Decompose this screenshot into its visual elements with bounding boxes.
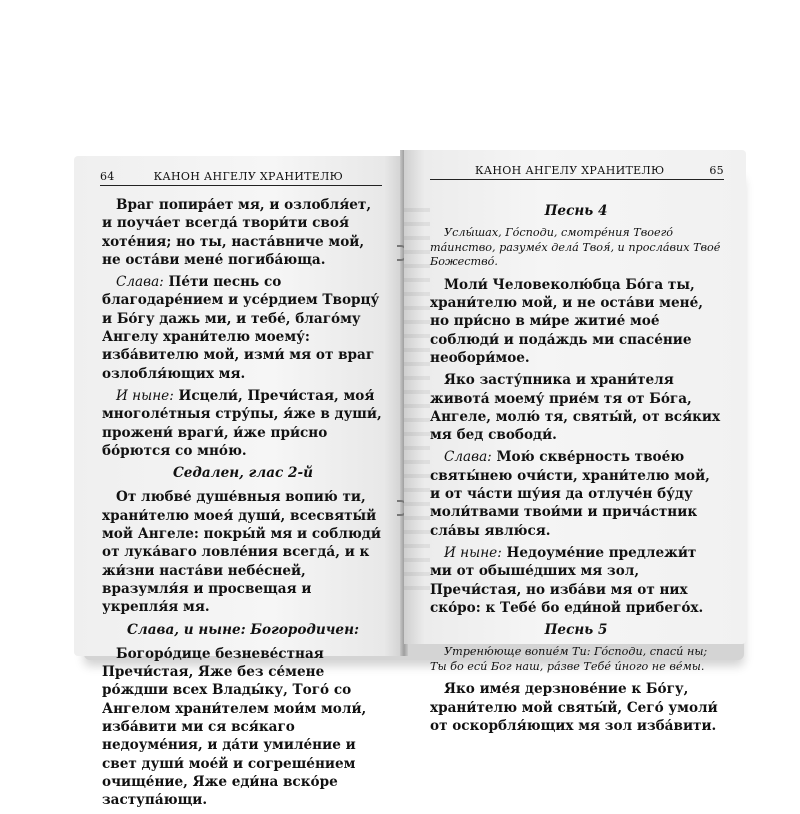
right-page-number: 65	[709, 164, 724, 177]
left-page-text	[102, 196, 384, 814]
left-paragraph: Слава: Пе́ти песнь со благодаре́нием и усе́рдием Творцу́ и Бо́гу дажь ми, и тебе́, благо́му Ангелу храни́телю моему́: изба́вителю мой, изми́ мя от враг озлобля́ющих мя.	[102, 274, 380, 382]
left-running-head-title: КАНОН АНГЕЛУ ХРАНИТЕЛЮ	[153, 170, 344, 183]
right-running-head-title: КАНОН АНГЕЛУ ХРАНИТЕЛЮ	[474, 164, 665, 177]
right-page	[404, 150, 746, 735]
section-heading: Седален, глас 2-й	[172, 465, 314, 482]
section-heading: Слава, и ныне: Богородичен:	[126, 621, 360, 638]
left-paragraph: Враг попира́ет мя, и озлобля́ет, и поуча́ет всегда́ твори́ти своя́ хоте́ния; но ты, наста́вниче мой, не оста́ви мене́ погиба́ющa.	[102, 197, 372, 268]
left-paragraph: И ныне: Исцели́, Пречи́стая, моя́ многоле́тныя стру́пы, я́же в души́, прожени́ враги́, и́же при́сно бо́рются со мно́ю.	[102, 387, 382, 459]
right-paragraph: И ныне: Недоуме́ние предлежи́т ми от обыше́дших мя зол, Пречи́стая, но изба́ви мя от них ско́ро: к Тебе́ бо еди́ной прибего́х.	[430, 544, 704, 616]
irmos-text: Услы́шах, Го́споди, смотре́ния Твоего́ та́инство, разуме́х дела́ Твоя́, и просла́вих Твое́ Божество́.	[430, 226, 721, 269]
left-page	[74, 156, 404, 809]
ode-heading: Песнь 5	[544, 622, 608, 639]
irmos-text: Утреню́юще вопие́м Ти: Го́споди, спаси́ ны; Ты бо еси́ Бог наш, ра́зве Тебе́ и́ного не ве́мы.	[430, 645, 708, 673]
left-page-number: 64	[100, 170, 115, 183]
left-paragraph: Богоро́дице безневе́стная Пречи́стая, Яже без се́мене ро́ждши всех Влады́ку, Того́ со Ангелом храни́телем мои́м моли́, изба́вити ми ся вся́каго недоуме́ния, и да́ти умиле́ние и свет души́ мое́й и согреше́нием очище́ние, Яже еди́на вско́ре заступа́ющи.	[102, 645, 367, 809]
right-running-header	[430, 164, 724, 180]
left-paragraph: От любве́ душе́вныя вопию́ ти, храни́телю моея́ души́, всесвяты́й мой Ангеле: покры́й мя и соблюди́ от лука́ваго ловле́ния всегда́, и к жи́зни наста́ви небе́сней, вразумля́я и просвещая и укрепля́я мя.	[102, 489, 381, 616]
open-booklet	[74, 150, 746, 809]
right-paragraph: Моли́ Человеколю́бца Бо́га ты, храни́телю мой, и не оста́ви мене́, но при́сно в ми́ре житие́ мое́ соблюди́ и пода́ждь ми спасе́ние необори́мое.	[430, 276, 703, 366]
right-paragraph: Яко засту́пника и храни́теля живота́ моему́ прие́м тя от Бо́га, Ангеле, молю́ тя, святы́й, от вся́ких мя бед свободи́.	[430, 372, 721, 444]
right-paragraph: Слава: Мою́ скве́рность твое́ю святы́нею очи́сти, храни́телю мой, и от ча́сти шу́ия да отлуче́н бу́ду моли́твами твои́ми и прича́стник сла́вы явлю́ся.	[430, 449, 710, 539]
show-through-text	[404, 198, 430, 598]
left-running-header	[100, 170, 382, 186]
ode-heading: Песнь 4	[544, 203, 608, 219]
right-page-text	[430, 198, 722, 739]
right-paragraph: Яко име́я дерзнове́ние к Бо́гу, храни́телю мой святы́й, Сего́ умоли́ от оскорбля́ющих мя зол изба́вити.	[430, 681, 718, 735]
